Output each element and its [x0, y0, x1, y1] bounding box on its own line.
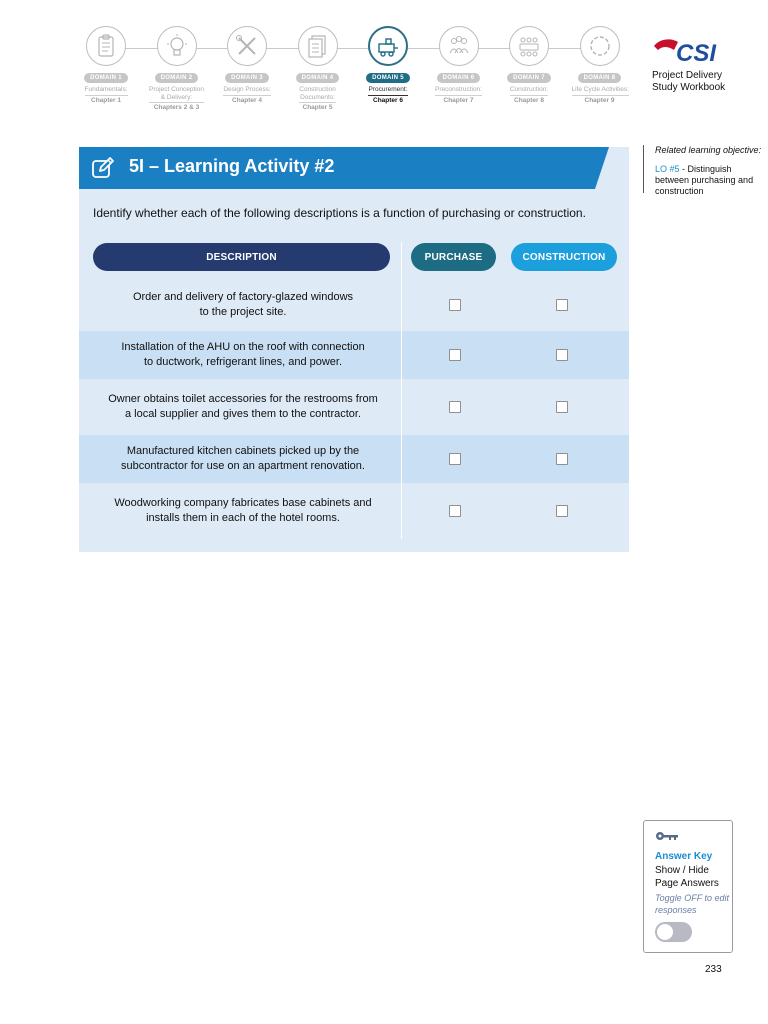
activity-instructions: Identify whether each of the following descriptions is a function of purchasing or construction. — [93, 206, 586, 220]
lo-description: - Distinguish between purchasing and construction — [655, 164, 754, 196]
domain-chapter: Chapter 8 — [514, 96, 544, 104]
domain-name — [219, 86, 275, 96]
domain-pill: DOMAIN 6 — [437, 73, 481, 83]
row-description: Woodworking company fabricates base cabinets and installs them in each of the hotel rooms. — [114, 497, 372, 524]
purchase-checkbox[interactable] — [449, 401, 461, 413]
lo-number-link[interactable]: LO #5 — [655, 164, 680, 174]
row-description: Owner obtains toilet accessories for the restrooms from a local supplier and gives them to the contractor. — [108, 393, 378, 420]
cycle-icon — [587, 33, 613, 59]
domain-circle — [368, 26, 408, 66]
domain-name — [78, 86, 134, 96]
edit-icon — [91, 156, 115, 180]
team-icon — [446, 33, 472, 59]
key-icon — [655, 831, 679, 841]
domain-pill: DOMAIN 2 — [155, 73, 199, 83]
answer-key-box — [643, 820, 733, 953]
domain-name-text: Design Process: — [223, 86, 270, 96]
domain-circle — [439, 26, 479, 66]
domain-chapter: Chapter 6 — [373, 96, 403, 104]
domain-chapter: Chapter 9 — [584, 96, 615, 104]
activity-row — [79, 435, 629, 483]
domain-chapter: Chapters 2 & 3 — [153, 104, 200, 111]
domain-name-text: Project Conception & Delivery: — [149, 86, 204, 103]
domain-name-text: Construction: — [510, 86, 548, 96]
domain-circle — [298, 26, 338, 66]
domain-circle — [509, 26, 549, 66]
tools-icon — [234, 33, 260, 59]
domain-name — [501, 86, 557, 96]
workbook-title-line-1: Project Delivery — [652, 70, 723, 81]
domain-chapter: Chapter 1 — [91, 96, 121, 104]
activity-row — [79, 331, 629, 379]
construction-checkbox[interactable] — [556, 299, 568, 311]
domain-name-text: Construction Documents: — [299, 86, 336, 103]
domain-name — [149, 86, 205, 103]
truck-icon — [375, 33, 401, 59]
purchase-checkbox[interactable] — [449, 349, 461, 361]
workbook-title — [652, 70, 752, 94]
activity-row — [79, 379, 629, 435]
description-column-header: DESCRIPTION — [93, 243, 390, 271]
construction-checkbox[interactable] — [556, 505, 568, 517]
domain-step-7[interactable] — [501, 26, 557, 105]
answer-key-hint: Toggle OFF to edit responses — [655, 893, 730, 915]
domain-name — [572, 86, 628, 96]
related-lo-heading: Related learning objective: — [655, 145, 762, 155]
csi-logo — [652, 36, 724, 66]
domain-step-2[interactable] — [149, 26, 205, 112]
construction-checkbox[interactable] — [556, 401, 568, 413]
domain-pill: DOMAIN 4 — [296, 73, 340, 83]
activity-title: 5I – Learning Activity #2 — [129, 156, 335, 176]
purchase-column-header: PURCHASE — [411, 243, 496, 271]
activity-banner — [79, 147, 609, 189]
construction-checkbox[interactable] — [556, 453, 568, 465]
domain-step-3[interactable] — [219, 26, 275, 105]
domain-name-text: Preconstruction: — [435, 86, 482, 96]
purchase-checkbox[interactable] — [449, 505, 461, 517]
domain-circle — [227, 26, 267, 66]
domain-step-8[interactable] — [572, 26, 628, 105]
workbook-title-line-2: Study Workbook — [652, 82, 726, 93]
brand-block — [652, 36, 752, 94]
domain-name — [431, 86, 487, 96]
construction-checkbox[interactable] — [556, 349, 568, 361]
domain-chapter: Chapter 7 — [443, 96, 474, 104]
page-number: 233 — [705, 964, 722, 975]
domain-pill: DOMAIN 5 — [366, 73, 410, 83]
lightbulb-icon — [164, 33, 190, 59]
domain-step-1[interactable] — [78, 26, 134, 105]
row-description: Order and delivery of factory-glazed windows to the project site. — [132, 291, 354, 318]
domain-pill: DOMAIN 3 — [225, 73, 269, 83]
documents-icon — [305, 33, 331, 59]
domain-circle — [157, 26, 197, 66]
purchase-checkbox[interactable] — [449, 453, 461, 465]
purchase-checkbox[interactable] — [449, 299, 461, 311]
related-learning-objective — [655, 145, 763, 197]
domain-chapter: Chapter 4 — [232, 96, 262, 104]
domain-pill: DOMAIN 7 — [507, 73, 551, 83]
activity-row — [79, 483, 629, 539]
column-divider — [401, 242, 402, 539]
clipboard-icon — [93, 33, 119, 59]
domain-pill: DOMAIN 8 — [578, 73, 622, 83]
domain-name — [360, 86, 416, 96]
row-description: Installation of the AHU on the roof with connection to ductwork, refrigerant lines, and power. — [121, 341, 365, 368]
domain-name-text: Life Cycle Activities: — [572, 86, 629, 96]
domain-step-4[interactable] — [290, 26, 346, 112]
domain-progress-bar — [78, 26, 636, 118]
activity-row — [79, 278, 629, 331]
domain-pill: DOMAIN 1 — [84, 73, 128, 83]
domain-name-text: Procurement: — [368, 86, 407, 96]
domain-name-text: Fundamentals: — [85, 86, 128, 96]
domain-chapter: Chapter 5 — [302, 104, 333, 111]
meeting-icon — [516, 33, 542, 59]
domain-name — [290, 86, 346, 103]
answer-key-toggle[interactable] — [655, 922, 692, 942]
related-lo-text — [655, 164, 763, 197]
answer-key-line-2: Page Answers — [655, 878, 719, 889]
domain-circle — [86, 26, 126, 66]
answer-key-description — [655, 864, 719, 890]
domain-step-5[interactable] — [360, 26, 416, 105]
domain-circle — [580, 26, 620, 66]
row-description: Manufactured kitchen cabinets picked up by the subcontractor for use on an apartment renovation. — [121, 445, 365, 472]
domain-step-6[interactable] — [431, 26, 487, 105]
answer-key-line-1: Show / Hide — [655, 865, 709, 876]
construction-column-header: CONSTRUCTION — [511, 243, 617, 271]
svg-text:CSI: CSI — [676, 40, 717, 66]
answer-key-title: Answer Key — [655, 851, 713, 862]
toggle-knob[interactable] — [657, 924, 673, 940]
